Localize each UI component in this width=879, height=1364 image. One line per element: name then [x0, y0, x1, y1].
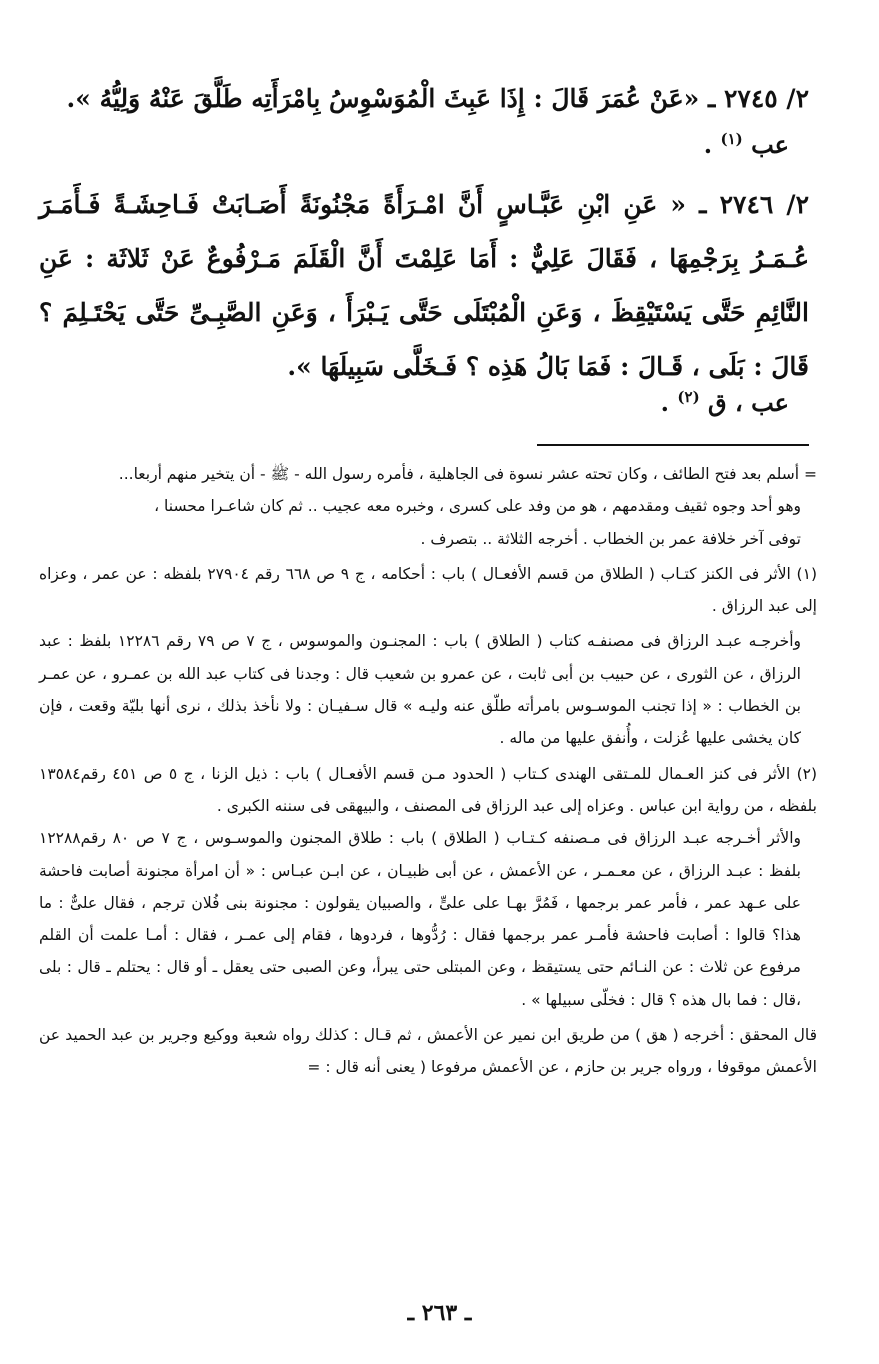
- hadith-source: عب $^{(١)}$ .: [703, 130, 789, 159]
- source-abbrev: عب: [751, 130, 789, 159]
- hadith-source: عب ، ق $^{(٢)}$ .: [660, 388, 789, 417]
- footnote-1-detail: وأخرجـه عبـد الرزاق فى مصنفـه كتاب ( الطلاق ) باب : المجنـون والموسوس ، ج ٧ ص ٧٩ رقم ١٢٢٨٦ بلفظ : عبد الرزاق ، عن الثورى ، عن حبيب بن أبى ثابت ، عن عمرو بن شعيب قال : وجدنا فى كتاب عبد الله بن عمـرو ، عن عمـر بن الخطاب : « إذا تجنب الموسـوس بامرأته طلّق عنه وليـه » قال سـفيـان : ولا نأخذ بذلك ، نرى أنها بليّة وقعت ، فإن كان يخشى عليها عُزلت ، وأُنفق عليها من ماله .: [39, 632, 801, 748]
- hadith-2746: [39, 178, 809, 394]
- hadith-2745: [39, 72, 809, 126]
- footnote-continuation: توفى آخر خلافة عمر بن الخطاب . أخرجه الثلاثة .. بتصرف .: [420, 529, 801, 548]
- footnote-continuation: = أسلم بعد فتح الطائف ، وكان تحته عشر نسوة فى الجاهلية ، فأمره رسول الله - ﷺ - أن يتخير منهم أربعا...: [118, 465, 817, 483]
- footnote-editor-note: قال المحقق : أخرجه ( هق ) من طريق ابن نمير عن الأعمش ، ثم قـال : كذلك رواه شعبة ووكيع وجرير بن عبد الحميد عن الأعمش موقوفا ، ورواه جرير بن حازم ، عن الأعمش مرفوعا ( يعنى أنه قال : =: [39, 1026, 817, 1077]
- footnote-ref: (١): [720, 130, 743, 148]
- hadith-text: ـ « عَنِ ابْنِ عَبَّـاسٍ أَنَّ امْـرَأَةً مَجْنُونَةً أَصَـابَتْ فَـاحِشَـةً فَـأَمَـرَ عُـمَـرُ بِرَجْمِهَا ، فَقَالَ عَلِيٌّ : أَمَا عَلِمْتَ أَنَّ الْقَلَمَ مَـرْفُوعٌ عَنْ ثَلاثَة : عَنِ النَّائِمِ حَتَّى يَسْتَيْقِظَ ، وَعَنِ الْمُبْتَلَى حَتَّى يَـبْرَأَ ، وَعَنِ الصَّبِـىِّ حَتَّى يَحْتَـلِمَ ؟ قَالَ : بَلَى ، قَـالَ : فَمَا بَالُ هَذِه ؟ فَـخَلَّى سَبِيلَهَا ».: [39, 190, 809, 381]
- footnote-1: (١) الأثر فى الكنز كتـاب ( الطلاق من قسم الأفعـال ) باب : أحكامه ، ج ٩ ص ٦٦٨ رقم ٢٧٩٠٤ بلفظه : عن عمر ، وعزاه إلى عبد الرزاق .: [39, 564, 817, 616]
- hadith-number: ٢/ ٢٧٤٦: [719, 190, 809, 219]
- source-abbrev: عب ، ق: [708, 388, 789, 417]
- footnote-2-detail: والأثر أخـرجه عبـد الرزاق فى مـصنفه كـتـاب ( الطلاق ) باب : طلاق المجنون والموسـوس ، ج ٧ ص ٨٠ رقم١٢٢٨٨ بلفظ : عبـد الرزاق ، عن معـمـر ، عن الأعمش ، عن أبى ظبيـان ، عن ابـن عبـاس : « أن امرأة مجنونة أصابت فاحشة على عـهد عمر ، فأمر عمر برجمها ، فَمُرَّ بهـا على علىٍّ ، والصبيان يقولون : مجنونة بنى فُلان ترجم ، فقال علىٌّ : ما هذا؟ قالوا : أصابت فاحشة فأمـر عمر برجمها فقال : رُدُّوها ، فردوها ، فقام إلى عمـر ، فقال : أمـا علمت أن القلم مرفوع عن ثلاث : عن النـائم حتى يستيقظ ، وعن المبتلى حتى يبرأ، وعن الصبى حتى يعقل ـ أو قال : يحتلم ـ قال : بلى ،قال : فما بال هذه ؟ قال : فخلّى سبيلها » .: [39, 829, 802, 1009]
- footnotes: [39, 458, 817, 1084]
- footnote-separator: [537, 444, 809, 446]
- page-number: ـ ٢٦٣ ـ: [407, 1300, 472, 1326]
- footnote-2: (٢) الأثر فى كنز العـمال للمـتقى الهندى كـتاب ( الحدود مـن قسم الأفعـال ) باب : ذيل الزنا ، ج ٥ ص ٤٥١ رقم١٣٥٨٤ بلفظه ، من رواية ابن عباس . وعزاه إلى عبد الرزاق فى المصنف ، والبيهقى فى سننه الكبرى .: [39, 764, 818, 815]
- footnote-ref: (٢): [677, 388, 700, 406]
- hadith-number: ٢/ ٢٧٤٥: [724, 84, 809, 113]
- footnote-continuation: وهو أحد وجوه ثقيف ومقدمهم ، هو من وفد على كسرى ، وخبره معه عجيب .. ثم كان شاعـرا محسنا ،: [154, 497, 801, 516]
- hadith-text: ـ «عَنْ عُمَرَ قَالَ : إِذَا عَبِثَ الْمُوَسْوِسُ بِامْرَأَتِه طَلَّقَ عَنْهُ وَلِيُّهُ ».: [66, 84, 716, 113]
